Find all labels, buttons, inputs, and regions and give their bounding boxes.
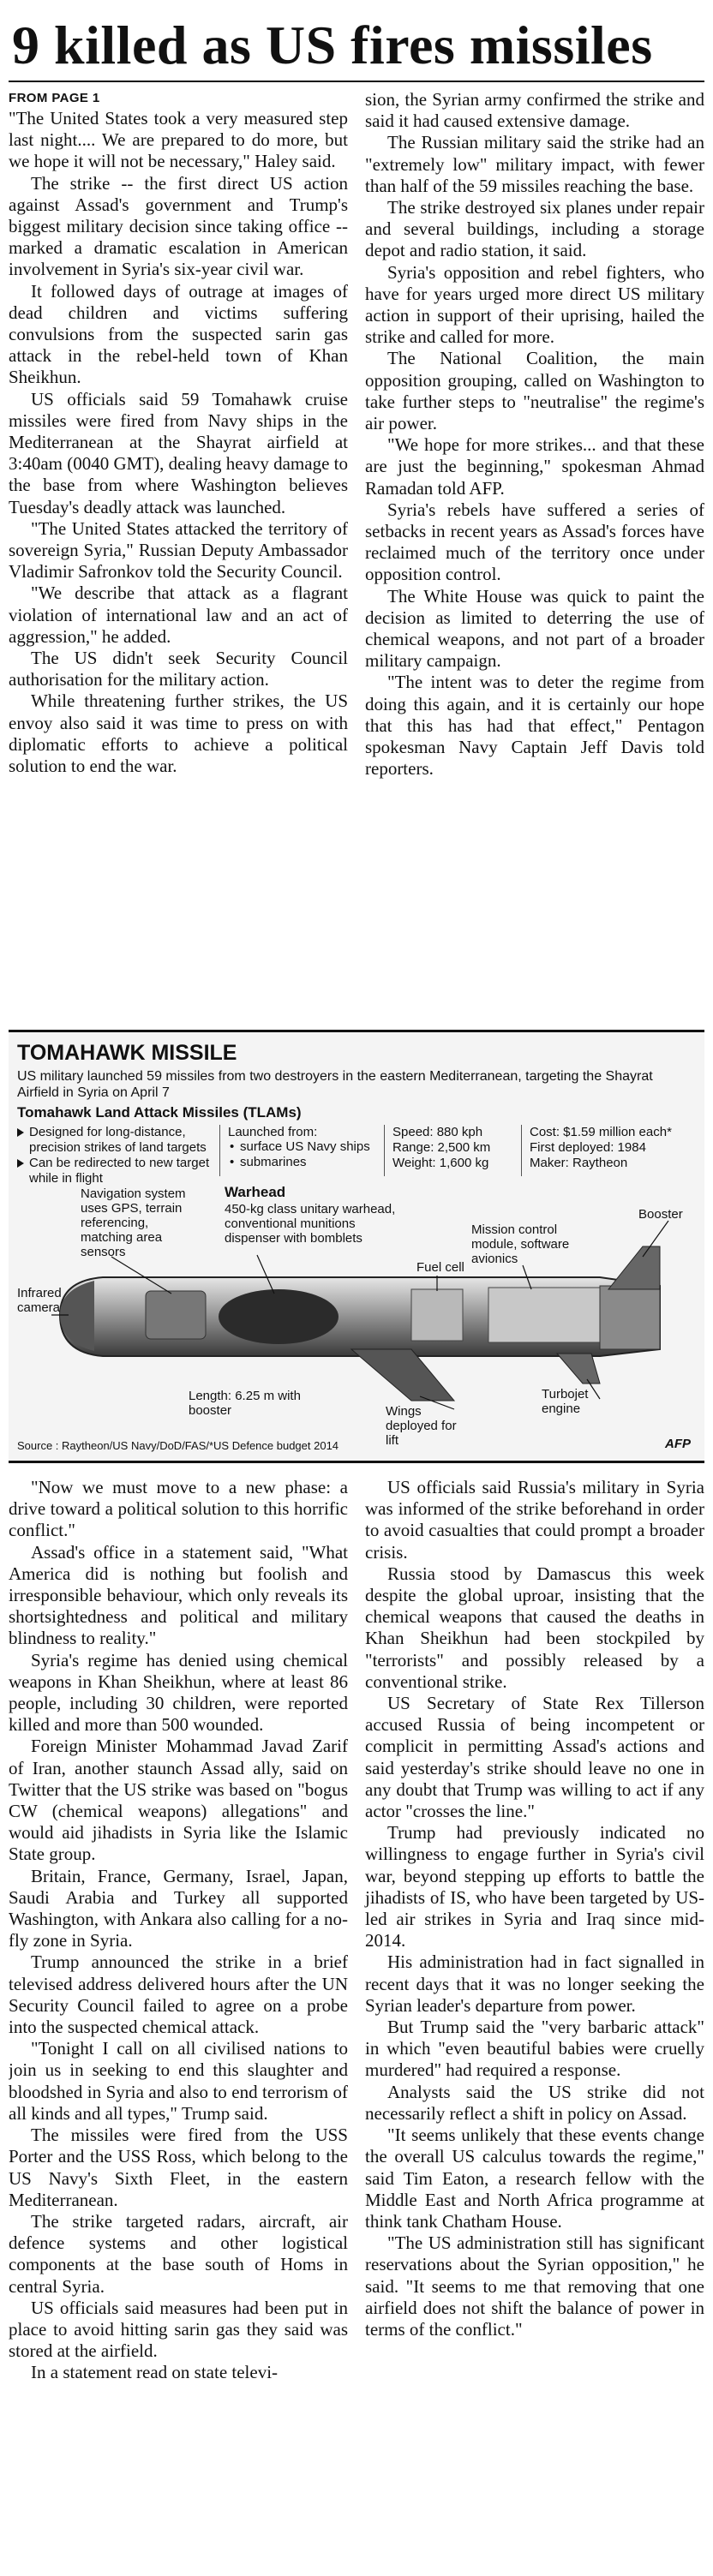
fuel-cell-shape xyxy=(411,1289,463,1341)
design-point: Designed for long-distance, precision strikes of land targets xyxy=(17,1125,214,1156)
paragraph: US officials said Russia's military in Syria was informed of the strike beforehand in order to avoid casualties that could prompt a broader crisis. xyxy=(365,1477,704,1563)
paragraph: The White House was quick to paint the decision as limited to deterring the use of chemical weapons, and not part of a broader military campaign. xyxy=(365,585,704,672)
paragraph: Russia stood by Damascus this week despite the global uproar, insisting that the chemical weapons that caused the deaths in Khan Sheikhun had been stockpiled by "terrorists" and possibly released by a conventional strike. xyxy=(365,1563,704,1692)
navigation-label: Navigation system uses GPS, terrain referencing, matching area sensors xyxy=(81,1186,186,1259)
infrared-label: Infrared camera xyxy=(17,1286,62,1315)
cost-item: Cost: $1.59 million each* xyxy=(530,1125,672,1139)
paragraph: While threatening further strikes, the US envoy also said it was time to press on with diplomatic efforts to achieve a political solution to end the war. xyxy=(9,690,348,777)
missile-body xyxy=(60,1246,660,1401)
tail-fin-shape xyxy=(608,1246,660,1289)
story-top xyxy=(9,82,704,1025)
afp-credit: AFP xyxy=(665,1437,691,1451)
paragraph: The strike -- the first direct US action against Assad's government and Trump's biggest military decision since taking office -- marked a dramatic escalation in American involvement in Syria's six-year civil war. xyxy=(9,172,348,280)
paragraph: "The United States attacked the territory of sovereign Syria," Russian Deputy Ambassador Vladimir Safronkov told the Security Council. xyxy=(9,517,348,583)
divider xyxy=(521,1125,522,1176)
tlam-title: Tomahawk Land Attack Missiles (TLAMs) xyxy=(17,1104,302,1121)
paragraph: "Tonight I call on all civilised nations to join us in seeking to end this slaughter and bloodshed in Syria and also to end terrorism of all kinds and all types," Trump said. xyxy=(9,2038,348,2124)
turbojet-label: Turbojet engine xyxy=(542,1387,589,1416)
turbojet-shape xyxy=(557,1354,600,1384)
spec: Speed: 880 kph xyxy=(392,1125,483,1139)
column-1 xyxy=(9,89,348,1025)
navigation-module xyxy=(146,1291,206,1339)
paragraph: In a statement read on state televi- xyxy=(31,2362,279,2383)
paragraph: US officials said 59 Tomahawk cruise missiles were fired from Navy ships in the Mediterranean at the Shayrat airfield at 3:40am (0040 GMT), dealing heavy damage to the base from where Washington believes Tuesday's deadly attack was launched. xyxy=(9,388,348,517)
design-point: Can be redirected to new target while in flight xyxy=(17,1156,214,1186)
paragraph: Syria's regime has denied using chemical weapons in Khan Sheikhun, where at least 86 people, including 30 children, were reported killed and more than 500 wounded. xyxy=(9,1649,348,1736)
paragraph: "The intent was to deter the regime from doing this again, and it is certainly our hope that this has had that effect," Pentagon spokesman Navy Captain Jeff Davis told reporters. xyxy=(365,672,704,780)
paragraph: "The United States took a very measured step last night.... We are prepared to do more, but we hope it will not be necessary," Haley said. xyxy=(9,108,348,172)
design-points-list xyxy=(17,1125,214,1186)
divider xyxy=(219,1125,220,1176)
launched-from-label: Launched from: xyxy=(228,1125,318,1139)
column-3 xyxy=(9,1477,348,2544)
cost-list xyxy=(530,1125,701,1171)
cost-item: First deployed: 1984 xyxy=(530,1140,646,1155)
graphic-source: Source : Raytheon/US Navy/DoD/FAS/*US Defence budget 2014 xyxy=(17,1439,339,1452)
paragraph: "We describe that attack as a flagrant violation of international law and an act of aggression," he added. xyxy=(9,583,348,647)
booster-label: Booster xyxy=(638,1207,683,1222)
paragraph: The National Coalition, the main opposition grouping, called on Washington to take further steps to "neutralise" the regime's air power. xyxy=(365,348,704,434)
paragraph: Syria's opposition and rebel fighters, who have for years urged more direct US military action in support of their uprising, hailed the strike and called for more. xyxy=(365,261,704,348)
specs-list xyxy=(392,1125,521,1171)
paragraph: "The US administration still has significant reservations about the Syrian opposition," he said. "It seems to me that removing that one airfield does not shift the balance of power in terms of the conflict." xyxy=(365,2232,704,2340)
paragraph: The US didn't seek Security Council authorisation for the military action. xyxy=(9,648,348,690)
paragraph: His administration had in fact signalled in recent days that it was no longer seeking the Syrian leader's departure from power. xyxy=(365,1951,704,2016)
warhead-label: 450-kg class unitary warhead, conventional munitions dispenser with bomblets xyxy=(225,1202,396,1246)
paragraph: The strike destroyed six planes under repair and several buildings, including a storage depot and radio station, it said. xyxy=(365,197,704,261)
warhead-title: Warhead xyxy=(225,1184,286,1200)
launch-platforms xyxy=(228,1125,374,1170)
paragraph: The strike targeted radars, aircraft, air defence systems and other logistical components at the base south of Homs in central Syria. xyxy=(9,2210,348,2297)
launch-platform: • submarines xyxy=(228,1155,374,1170)
paragraph: Britain, France, Germany, Israel, Japan, Saudi Arabia and Turkey all supported Washington, with Ankara also calling for a no-fly zone in Syria. xyxy=(9,1865,348,1951)
headline: 9 killed as US fires missiles xyxy=(12,15,653,75)
paragraph: US Secretary of State Rex Tillerson accused Russia of being incompetent or complicit in permitting Assad's actions and said yesterday's strike should leave no one in any doubt that Trump was willing to act if any actor "crosses the line." xyxy=(365,1693,704,1822)
spec: Range: 2,500 km xyxy=(392,1140,491,1155)
paragraph: Analysts said the US strike did not necessarily reflect a shift in policy on Assad. xyxy=(365,2081,704,2124)
graphic-subtitle: US military launched 59 missiles from two destroyers in the eastern Mediterranean, targeting the Shayrat Airfield in Syria on April 7 xyxy=(17,1069,653,1100)
launch-platform: • surface US Navy ships xyxy=(228,1139,374,1155)
booster-shape xyxy=(600,1286,660,1349)
story-bottom xyxy=(9,1463,704,2544)
tomahawk-infographic xyxy=(9,1030,704,1463)
length-label: Length: 6.25 m with booster xyxy=(189,1389,301,1418)
paragraph: The missiles were fired from the USS Porter and the USS Ross, which belong to the US Navy's Sixth Fleet, in the eastern Mediterranean. xyxy=(9,2125,348,2210)
graphic-title: TOMAHAWK MISSILE xyxy=(17,1041,237,1065)
paragraph: "Now we must move to a new phase: a drive toward a political solution to this horrific conflict." xyxy=(9,1477,348,1541)
divider xyxy=(384,1125,385,1176)
paragraph: The Russian military said the strike had an "extremely low" military impact, with fewer than half of the 59 missiles reaching the base. xyxy=(365,132,704,196)
avionics-module xyxy=(488,1288,600,1342)
paragraph: Syria's rebels have suffered a series of setbacks in recent years as Assad's forces have reclaimed much of the territory once under opposition control. xyxy=(365,499,704,585)
fuel-cell-label: Fuel cell xyxy=(416,1260,464,1275)
wings-label: Wings deployed for lift xyxy=(386,1404,457,1448)
column-2 xyxy=(365,89,704,1025)
paragraph: It followed days of outrage at images of dead children and victims suffering convulsions from the suspected sarin gas attack in the rebel-held town of Khan Sheikhun. xyxy=(9,280,348,388)
paragraph: sion, the Syrian army confirmed the strike and said it had caused extensive damage. xyxy=(365,89,704,132)
paragraph: Trump had previously indicated no willingness to engage further in Syria's civil war, beyond stepping up efforts to battle the jihadists of IS, who have been targeted by US-led air strikes in Syria and Iraq since mid-2014. xyxy=(365,1822,704,1951)
mission-control-label: Mission control module, software avionics xyxy=(471,1222,570,1266)
spec: Weight: 1,600 kg xyxy=(392,1156,489,1170)
column-4 xyxy=(365,1477,704,2544)
paragraph: US officials said measures had been put in place to avoid hitting sarin gas they said was stored at the airfield. xyxy=(9,2297,348,2362)
paragraph: "We hope for more strikes... and that these are just the beginning," spokesman Ahmad Ramadan told AFP. xyxy=(365,434,704,499)
launched-from-list xyxy=(228,1139,374,1170)
paragraph: Trump announced the strike in a brief televised address delivered hours after the UN Security Council failed to agree on a probe into the suspected chemical attack. xyxy=(9,1951,348,2038)
kicker: FROM PAGE 1 xyxy=(9,91,100,105)
paragraph: "It seems unlikely that these events change the overall US calculus towards the regime," said Tim Eaton, a research fellow with the Middle East and North Africa programme at think tank Chatham House. xyxy=(365,2125,704,2232)
paragraph: Foreign Minister Mohammad Javad Zarif of Iran, another staunch Assad ally, said on Twitter that the US strike was based on "bogus CW (chemical weapons) allegations" and would aid jihadists in Syria like the Islamic State group. xyxy=(9,1736,348,1865)
warhead-shape xyxy=(219,1289,339,1344)
paragraph: Assad's office in a statement said, "What America did is nothing but foolish and irresponsible behaviour, which only reveals its shortsightedness and political and military blindness to reality." xyxy=(9,1541,348,1649)
cost-item: Maker: Raytheon xyxy=(530,1156,628,1170)
paragraph: But Trump said the "very barbaric attack" in which "even beautiful babies were cruelly murdered" had required a response. xyxy=(365,2017,704,2081)
